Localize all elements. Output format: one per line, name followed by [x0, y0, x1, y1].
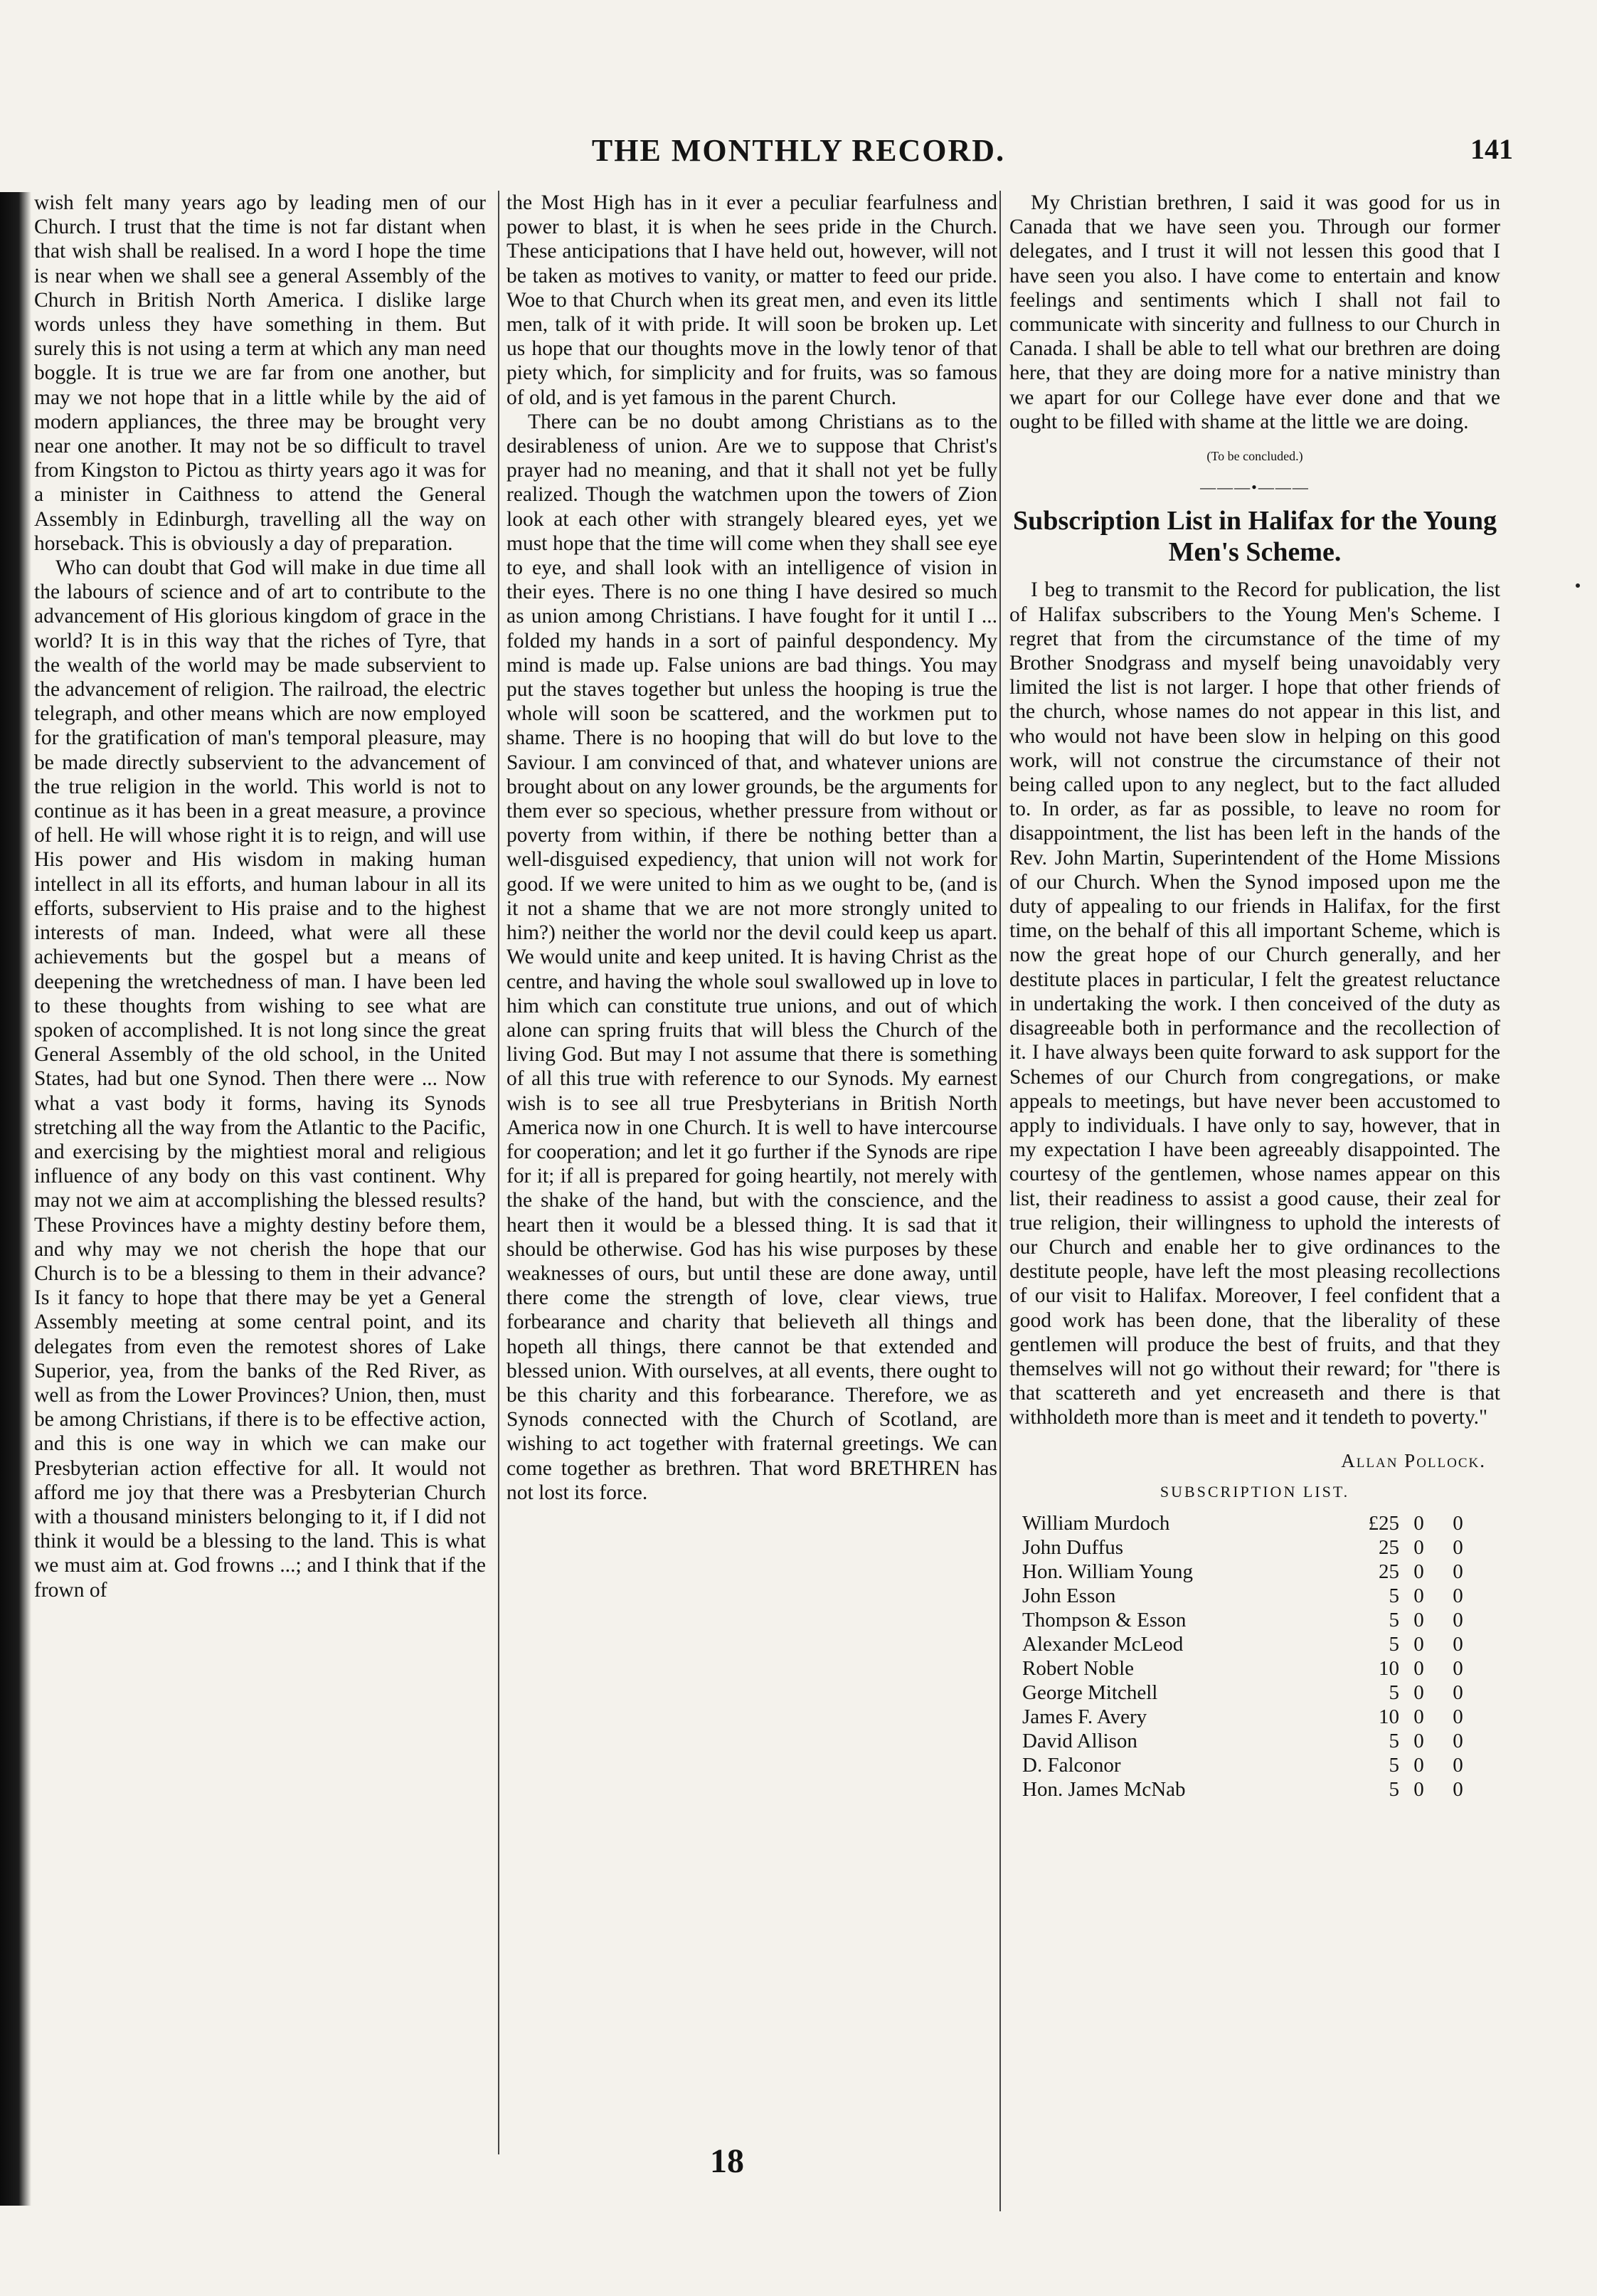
subscription-pounds: 5: [1389, 1753, 1399, 1777]
subscription-pence: 0: [1453, 1632, 1463, 1656]
subscription-pounds: 5: [1389, 1608, 1399, 1631]
paragraph: Who can doubt that God will make in due time all the labours of science and of art to contribute to the advancement of His glorious kingdom of grace in the world? It is in this way that the riches of Tyre, that the wealth of the world may be made subservient to the advancement of religion. The railroad, the electric telegraph, and other means which are now employed for the gratification of man's temporal pleasure, may be made directly subservient to the advancement of the true religion in the world. This world is not to continue as it has been in a great measure, a province of hell. He will whose right it is to reign, and will use His power and His wisdom in making human intellect in all its efforts, and human labour in all its efforts, subservient to His praise and to the highest interests of man. Indeed, what were all these achievements but the gospel but a means of deepening the wretchedness of man. I have been led to these thoughts from wishing to see what are spoken of accomplished. It is not long since the great General Assembly of the old school, in the United States, had but one Synod. Then there were ... Now what a vast body it forms, having its Synods stretching all the way from the Atlantic to the Pacific, and exercising by the mightiest moral and religious influence of any body on this vast continent. Why may not we aim at accomplishing the blessed results? These Provinces have a mighty destiny before them, and why may we not cherish the hope that our Church is to be a blessing to them in their advance? Is it fancy to hope that there may be yet a General Assembly meeting at some central point, and its delegates from even the remotest shores of Lake Superior, yea, from the banks of the Red River, as well as from the Lower Provinces? Union, then, must be among Christians, if there is to be effective action, and this is one way in which we can make our Presbyterian action effective for all. It would not afford me joy that there was a Presbyterian Church with a thousand ministers belonging to it, if I did not think it would be a blessing to the land. This is what we must aim at. God frowns ...; and I think that if the frown of: [34, 556, 486, 1602]
subscription-shillings: 0: [1413, 1584, 1424, 1607]
subscription-name: James F. Avery: [1022, 1705, 1147, 1728]
subscription-name: George Mitchell: [1022, 1681, 1158, 1704]
ornament-divider: ———•———: [1200, 478, 1310, 497]
subscription-pence: 0: [1453, 1705, 1463, 1728]
paragraph: My Christian brethren, I said it was good for us in Canada that we have seen you. Through our former delegates, and I trust it will not lessen this good that I have seen you also. I have come to entertain and know feelings and sentiments which I shall not fail to communicate with sincerity and fullness to our Church in Canada. I shall be able to tell what our brethren are doing here, that they are doing more for a native ministry than we apart for our College have ever done and that we ought to be filled with shame at the little we are doing.: [1009, 191, 1500, 433]
subscription-shillings: 0: [1413, 1632, 1424, 1656]
signature: Allan Pollock.: [1341, 1449, 1486, 1471]
running-title: THE MONTHLY RECORD.: [591, 133, 1006, 168]
table-row: [1022, 1584, 1477, 1608]
subscription-name: D. Falconor: [1022, 1753, 1121, 1777]
subscription-shillings: 0: [1413, 1729, 1424, 1752]
column-left: [34, 191, 486, 2154]
subscription-pence: 0: [1453, 1560, 1463, 1583]
paragraph: wish felt many years ago by leading men of our Church. I trust that the time is not far distant when that wish shall be realised. In a word I hope the time is near when we shall see a general Assembly of the Church in British North America. I dislike large words unless they have something in them. But surely this is not using a term at which any man need boggle. It is true we are far from one another, but may we not hope that in a little while by the aid of modern appliances, the three may be brought very near one another. It may not be so difficult to travel from Kingston to Pictou as thirty years ago it was for a minister in Caithness to attend the General Assembly in Edinburgh, travelling all the way on horseback. This is obviously a day of preparation.: [34, 191, 486, 555]
subscription-name: Thompson & Esson: [1022, 1608, 1187, 1631]
subscription-pence: 0: [1453, 1777, 1463, 1801]
subscription-pounds: 5: [1389, 1729, 1399, 1752]
paragraph: I beg to transmit to the Record for publication, the list of Halifax subscribers to the Young Men's Scheme. I regret that from the circumstance of the time of my Brother Snodgrass and myself being unavoidably very limited the list is not larger. I hope that other friends of the church, whose names do not appear in this list, and who would not have been slow in helping on this good work, will not construe the circumstance of their not being called upon to any neglect, but to the fact alluded to. In order, as far as possible, to leave no room for disappointment, the list has been left in the hands of the Rev. John Martin, Superintendent of the Home Missions of our Church. When the Synod imposed upon me the duty of appealing to our friends in Halifax, for the first time, on the behalf of this all important Scheme, which is now the great hope of our Church generally, and her destitute places in particular, I felt the greatest reluctance in undertaking the work. I then conceived of the duty as disagreeable both in performance and the recollection of it. I have always been quite forward to ask support for the Schemes of our Church from congregations, or make appeals to meetings, but have never been accustomed to apply to individuals. I have only to say, however, that in my expectation I have been agreeably disappointed. The courtesy of the gentlemen, whose names appear on this list, their readiness to assist a good cause, their zeal for true religion, their willingness to uphold the interests of our Church and enable her to give ordinances to the destitute people, have left the most pleasing recollections of our visit to Halifax. Moreover, I feel confident that a good work has been done, that the liberality of these gentlemen will produce the best of fruits, and that they themselves will not go without their reward; for "there is that scattereth and yet encreaseth and there is that withholdeth more than is meet and it tendeth to poverty.": [1009, 578, 1500, 1429]
subscription-pounds: 10: [1379, 1656, 1399, 1680]
subscription-name: Robert Noble: [1022, 1656, 1135, 1680]
subscription-shillings: 0: [1413, 1608, 1424, 1631]
subscription-shillings: 0: [1413, 1705, 1424, 1728]
subscription-shillings: 0: [1413, 1753, 1424, 1777]
subscription-shillings: 0: [1413, 1681, 1424, 1704]
paragraph: There can be no doubt among Christians as to the desirableness of union. Are we to suppose that Christ's prayer had no meaning, and that it shall not yet be fully realized. Though the watchmen upon the towers of Zion look at each other with strangely bleared eyes, yet we must hope that the time will come when they shall see eye to eye, and shall look with an intelligence of vision in their eyes. There is no one thing I have desired so much as union among Christians. I have fought for it until I ... folded my hands in a sort of painful despondency. My mind is made up. False unions are bad things. You may put the staves together but unless the hooping is true the whole will soon be scattered, and the workmen put to shame. There is no hooping that will do but love to the Saviour. I am convinced of that, and whatever unions are brought about on any lower grounds, be the arguments for them ever so specious, whether pressure from without or poverty from within, if there be nothing better than a well-disguised expediency, that union will not work for good. If we were united to him as we ought to be, (and is it not a shame that we are not more strongly united to him?) neither the world nor the devil could keep us apart. We would unite and keep united. It is having Christ as the centre, and having the whole soul swallowed up in love to him which can constitute true unions, and out of which alone can spring fruits that will bless the Church of the living God. But may I not assume that there is something of all this true with reference to our Synods. My earnest wish is to see all true Presbyterians in British North America now in one Church. It is well to have intercourse for cooperation; and let it go further if the Synods are ripe for it; if all is prepared for going heartily, not merely with the shake of the hand, but with the conscience, and the heart then it would be a blessed thing. It is sad that it should be otherwise. God has his wise purposes by these weaknesses of ours, but until these are done away, until there come the strength of love, clear views, true forbearance and charity that believeth all things and hopeth all things, there cannot be that extended and blessed union. With ourselves, at all events, there ought to be this charity and this forbearance. Therefore, we as Synods connected with the Church of Scotland, are wishing to act together with fraternal greetings. We can come together as brethren. That word BRETHREN has not lost its force.: [506, 410, 997, 1504]
to-be-concluded-note: (To be concluded.): [1206, 449, 1303, 464]
ink-dot: [1576, 583, 1580, 588]
table-row: [1022, 1681, 1477, 1705]
column-middle: [498, 191, 997, 2154]
subscription-shillings: 0: [1413, 1777, 1424, 1801]
subscription-name: Hon. William Young: [1022, 1560, 1194, 1583]
subscription-pence: 0: [1453, 1511, 1463, 1535]
subscription-pounds: 25: [1379, 1535, 1399, 1559]
table-row: [1022, 1511, 1477, 1535]
subscription-pounds: 5: [1389, 1584, 1399, 1607]
table-row: [1022, 1608, 1477, 1632]
subscription-pounds: £25: [1368, 1511, 1399, 1535]
subscription-pence: 0: [1453, 1608, 1463, 1631]
subscription-pounds: 5: [1389, 1681, 1399, 1704]
subscription-shillings: 0: [1413, 1656, 1424, 1680]
subscription-pounds: 5: [1389, 1632, 1399, 1656]
subscription-pence: 0: [1453, 1584, 1463, 1607]
subscription-pence: 0: [1453, 1681, 1463, 1704]
subscription-pence: 0: [1453, 1535, 1463, 1559]
paragraph: the Most High has in it ever a peculiar fearfulness and power to blast, it is when he sees pride in the Church. These anticipations that I have held out, however, will not be taken as motives to vanity, or matter to feed our pride. Woe to that Church when its great men, and even its little men, talk of it with pride. It will soon be broken up. Let us hope that our thoughts move in the lowly tenor of that piety which, for simplicity and for fruits, was so famous of old, and is yet famous in the parent Church.: [506, 191, 997, 409]
subscription-name: David Allison: [1022, 1729, 1137, 1752]
subscription-shillings: 0: [1413, 1560, 1424, 1583]
table-row: [1022, 1632, 1477, 1656]
subscription-name: Hon. James McNab: [1022, 1777, 1186, 1801]
table-row: [1022, 1656, 1477, 1681]
table-row: [1022, 1729, 1477, 1753]
subscription-shillings: 0: [1413, 1511, 1424, 1535]
subscription-pounds: 5: [1389, 1777, 1399, 1801]
section-title: Subscription List in Halifax for the Young Men's Scheme.: [1013, 506, 1497, 568]
subscription-pence: 0: [1453, 1656, 1463, 1680]
table-row: [1022, 1753, 1477, 1777]
table-row: [1022, 1560, 1477, 1584]
column-right: [999, 191, 1500, 2211]
subscription-pounds: 25: [1379, 1560, 1399, 1583]
table-row: [1022, 1777, 1477, 1802]
subscription-pence: 0: [1453, 1729, 1463, 1752]
subscription-pence: 0: [1453, 1753, 1463, 1777]
page-number: 141: [1470, 133, 1513, 165]
subscription-name: William Murdoch: [1022, 1511, 1170, 1535]
subscription-pounds: 10: [1379, 1705, 1399, 1728]
table-row: [1022, 1705, 1477, 1729]
subscription-name: John Esson: [1022, 1584, 1116, 1607]
signature-mark: 18: [710, 2142, 744, 2180]
subscription-name: John Duffus: [1022, 1535, 1124, 1559]
subscription-table: [1022, 1511, 1477, 1802]
page-header: [43, 127, 1554, 176]
subscription-shillings: 0: [1413, 1535, 1424, 1559]
subscription-name: Alexander McLeod: [1022, 1632, 1184, 1656]
subscription-heading: SUBSCRIPTION LIST.: [1160, 1482, 1350, 1501]
binding-shadow: [0, 192, 31, 2206]
table-row: [1022, 1535, 1477, 1560]
